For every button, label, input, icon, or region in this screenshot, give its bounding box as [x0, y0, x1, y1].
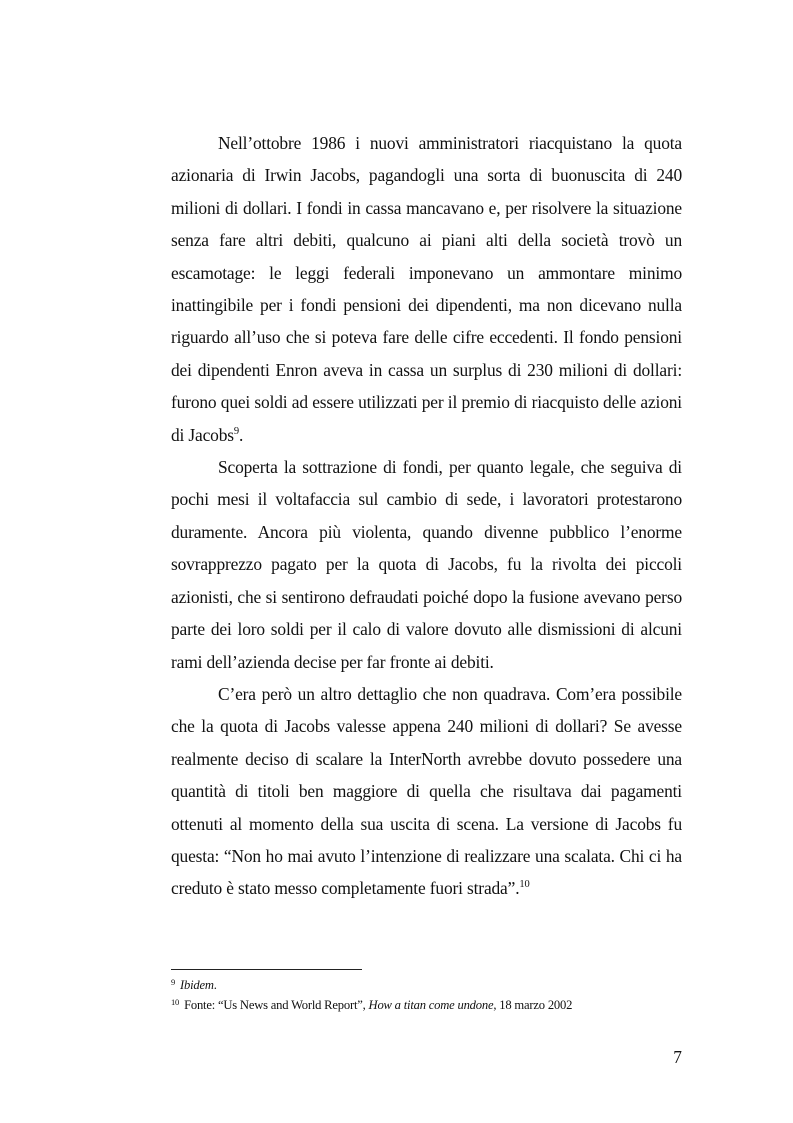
- body-text: [171, 127, 682, 905]
- paragraph-3: [171, 678, 682, 905]
- footnote-10-end: , 18 marzo 2002: [493, 998, 573, 1012]
- footnotes: [171, 975, 711, 1015]
- footnote-ref-9[interactable]: 9: [233, 425, 239, 437]
- page-number: 7: [673, 1047, 682, 1067]
- footnote-9: [171, 975, 711, 995]
- paragraph-2-text: Scoperta la sottrazione di fondi, per quanto legale, che seguiva di pochi mesi il voltafaccia sul cambio di sede, i lavoratori protestarono duramente. Ancora più violenta, quando divenne pubblico l’enorme sovrapprezzo pagato per la quota di Jacobs, fu la rivolta dei piccoli azionisti, che si sentirono defraudati poiché dopo la fusione avevano perso parte dei loro soldi per il calo di valore dovuto alle dismissioni di alcuni rami dell’azienda decise per far fronte ai debiti.: [171, 457, 682, 672]
- footnote-separator: [171, 969, 362, 970]
- footnote-10-text: Fonte: “Us News and World Report”,: [184, 998, 369, 1012]
- footnote-10: [171, 995, 711, 1015]
- footnote-10-italic: How a titan come undone: [368, 998, 494, 1012]
- paragraph-1: [171, 127, 682, 451]
- footnote-ref-10[interactable]: 10: [519, 879, 530, 891]
- paragraph-3-text: C’era però un altro dettaglio che non quadrava. Com’era possibile che la quota di Jacobs valesse appena 240 milioni di dollari? Se avesse realmente deciso di scalare la InterNorth avrebbe dovuto possedere una quantità di titoli ben maggiore di quella che risultava dai pagamenti ottenuti al momento della sua uscita di scena. La versione di Jacobs fu questa: “Non ho mai avuto l’intenzione di realizzare una scalata. Chi ci ha creduto è stato messo completamente fuori strada”.: [171, 683, 682, 899]
- footnote-9-italic: Ibidem: [180, 978, 214, 992]
- paragraph-1-text: Nell’ottobre 1986 i nuovi amministratori riacquistano la quota azionaria di Irwin Jacobs, pagandogli una sorta di buonuscita di 240 milioni di dollari. I fondi in cassa mancavano e, per risolvere la situazione senza fare altri debiti, qualcuno ai piani alti della società trovò un escamotage: le leggi federali imponevano un ammontare minimo inattingibile per i fondi pensioni dei dipendenti, ma non dicevano nulla riguardo all’uso che si poteva fare delle cifre eccedenti. Il fondo pensioni dei dipendenti Enron aveva in cassa un surplus di 230 milioni di dollari: furono quei soldi ad essere utilizzati per il premio di riacquisto delle azioni di Jacobs: [171, 133, 682, 445]
- footnote-9-end: .: [213, 978, 217, 992]
- paragraph-1-end: .: [239, 424, 244, 445]
- footnote-9-number: 9: [171, 977, 176, 988]
- footnote-10-number: 10: [171, 997, 180, 1008]
- paragraph-2: [171, 451, 682, 678]
